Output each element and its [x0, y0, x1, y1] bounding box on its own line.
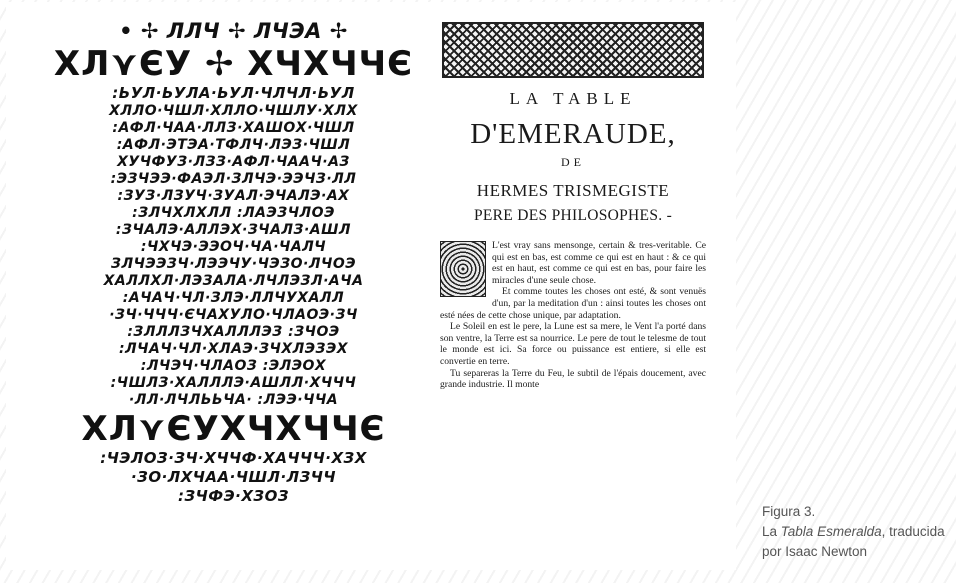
page-title-line: HERMES TRISMEGISTE [476, 181, 670, 200]
page-paragraph: Le Soleil en est le pere, la Lune est sa mere, le Vent l'a porté dans son ventre, la Terre est sa nourrice. Le pere de tout le telesme de tout le monde est ici. Sa force ou puissance est entiere, si elle est convertie en terre. [440, 321, 706, 367]
inscription-line: :ЗУЗ·ЛЗУЧ·ЗУАЛ·ЭЧАЛЭ·АХ [117, 188, 350, 204]
inscription-line: :АФЛ·ЧАА·ЛЛЗ·ХАШОХ·ЧШЛ [112, 120, 355, 136]
inscription-line: ЗЛЧЭЭЗЧ·ЛЭЭЧУ·ЧЭЗО·ЛЧОЭ [111, 256, 356, 272]
inscription-line: ХЛ⋎ЄУХЧХЧЧЄ [81, 409, 386, 449]
inscription-line: ХЛ⋎ЄУ ✢ ХЧХЧЧЄ [53, 44, 414, 84]
caption-label: Figura 3. [762, 504, 816, 519]
page-body [438, 240, 708, 391]
inscription-line: :ЭЗЧЭЭ·ФАЭЛ·ЗЛЧЭ·ЭЭЧЗ·ЛЛ [110, 171, 357, 187]
inscription-line: :АЧАЧ·ЧЛ·ЗЛЭ·ЛЛЧУХАЛЛ [122, 290, 345, 306]
page-title-line: DE [561, 155, 585, 169]
caption-italic-title: Tabla Esmeralda [780, 524, 882, 539]
inscription-line: ХАЛЛХЛ·ЛЭЗАЛА·ЛЧЛЭЗЛ·АЧА [103, 273, 364, 289]
caption-text: , traducida [881, 524, 945, 539]
inscription-line: :ЬУЛ·ЬУЛА·ЬУЛ·ЧЛЧЛ·ЬУЛ [112, 84, 355, 102]
inscription-line: :ЗЛЧХЛХЛЛ :ЛАЭЗЧЛОЭ [132, 205, 335, 221]
caption-line: por Isaac Newton [762, 544, 868, 559]
inscription-line: ·ЗЧ·ЧЧЧ·ЄЧАХУЛО·ЧЛАОЭ·ЗЧ [109, 307, 358, 323]
inscription-line: ·ЗО·ЛХЧАА·ЧШЛ·ЛЗЧЧ [130, 468, 337, 486]
inscription-line: :ЗЛЛЛЗЧХАЛЛЛЭЗ :ЗЧОЭ [127, 324, 340, 340]
page-title-line: PERE DES PHILOSOPHES. - [473, 207, 673, 224]
inscription-plate [36, 18, 431, 548]
figure-caption [762, 502, 952, 562]
page-title-line: LA TABLE [509, 89, 637, 108]
caption-text: La [762, 524, 781, 539]
ornamental-banner [442, 22, 704, 78]
page-paragraph: L'est vray sans mensonge, certain & tres-veritable. Ce qui est en bas, est comme ce qui est en haut : & ce qui est en haut, est comme ce qui est en bas, pour faire les miracles d'une seule chose. [492, 240, 706, 286]
inscription-line: :ЧШЛЗ·ХАЛЛЛЭ·АШЛЛ·ХЧЧЧ [110, 375, 357, 391]
ornamental-initial [440, 241, 486, 297]
inscription-line: ХЛЛО·ЧШЛ·ХЛЛО·ЧШЛУ·ХЛХ [109, 103, 358, 119]
inscription-line: :ЗЧФЭ·ХЗОЗ [178, 487, 289, 505]
inscription-line: • ✢ ЛЛЧ ✢ ЛЧЭА ✢ [119, 19, 348, 43]
page-paragraph: Tu separeras la Terre du Feu, le subtil de l'épais doucement, avec grande industrie. Il monte [440, 367, 706, 391]
caption-line [762, 522, 952, 542]
inscription-line: ·ЛЛ·ЛЧЛЬЬЧА· :ЛЭЭ·ЧЧА [128, 392, 339, 408]
inscription-line: :ЛЧЭЧ·ЧЛАОЗ :ЭЛЭОХ [140, 358, 327, 374]
inscription-line: :ЛЧАЧ·ЧЛ·ХЛАЭ·ЗЧХЛЭЗЭХ [118, 341, 349, 357]
inscription-line: :ЧХЧЭ·ЭЭОЧ·ЧА·ЧАЛЧ [140, 239, 327, 255]
printed-page [438, 22, 708, 552]
inscription-line: ХУЧФУЗ·ЛЗЗ·АФЛ·ЧААЧ·АЗ [117, 154, 350, 170]
inscription-line: :ЧЭЛОЗ·ЗЧ·ХЧЧФ·ХАЧЧЧ·ХЗХ [100, 449, 367, 467]
page-paragraph: Et comme toutes les choses ont esté, & sont venuës d'un, par la meditation d'un : ainsi toutes les choses ont esté nées de cette chose unique, par adaptation. [440, 286, 706, 321]
figure-image [6, 2, 736, 570]
page-title-line: D'EMERAUDE, [470, 118, 676, 150]
inscription-line: :ЗЧАЛЭ·АЛЛЭХ·ЗЧАЛЗ·АШЛ [115, 222, 352, 238]
inscription-line: :АФЛ·ЭТЭА·ТФЛЧ·ЛЭЗ·ЧШЛ [116, 137, 351, 153]
